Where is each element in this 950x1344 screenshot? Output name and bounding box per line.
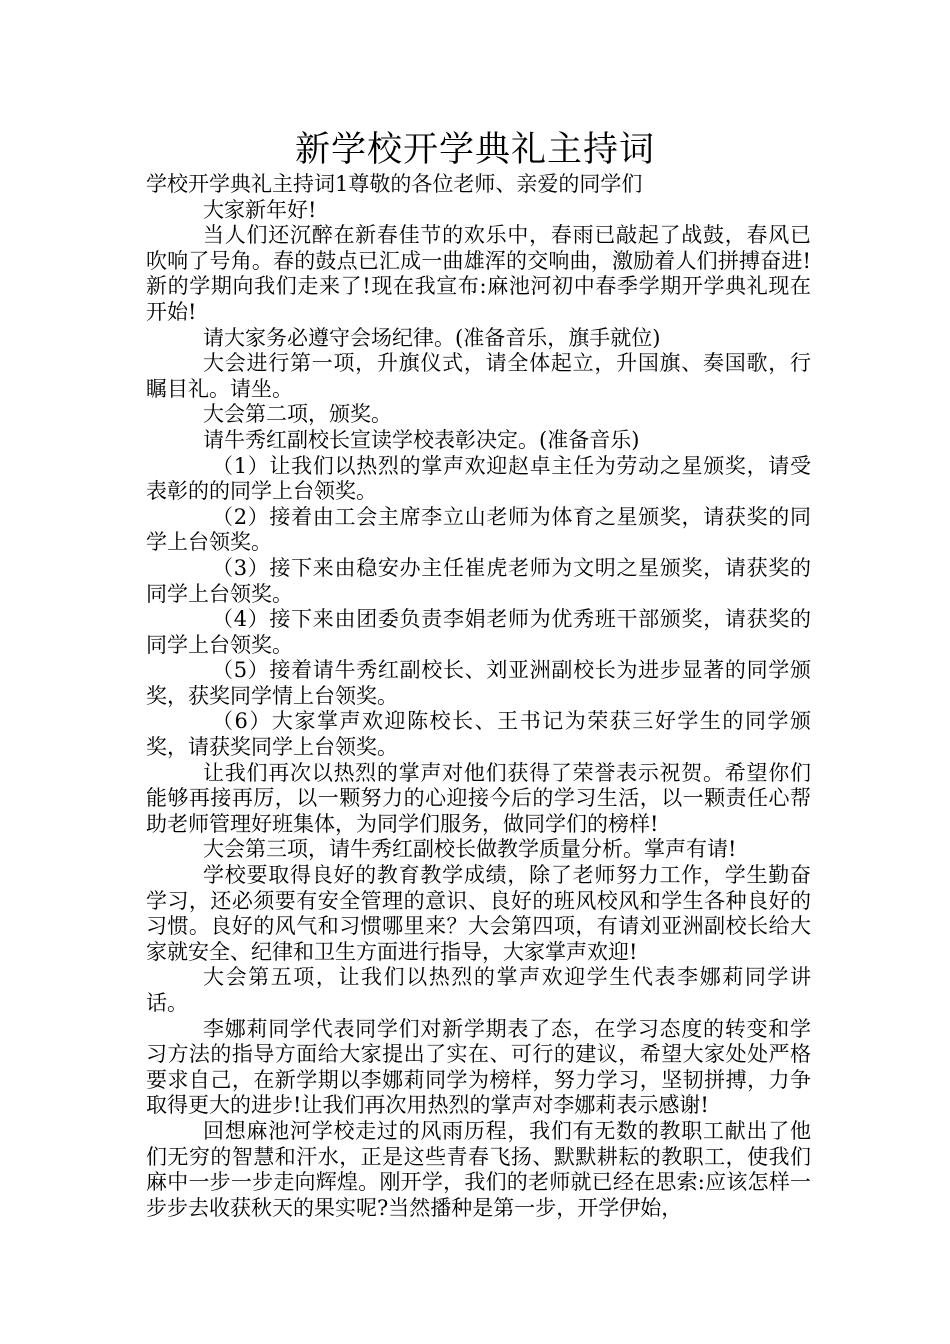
paragraph: 学校要取得良好的教育教学成绩，除了老师努力工作，学生勤奋学习，还必须要有安全管理的意识、良好的班风校风和学生各种良好的习惯。良好的风气和习惯哪里来？大会第四项，有请刘亚洲副校长给大家就安全、纪律和卫生方面进行指导，大家掌声欢迎! [146, 863, 811, 964]
paragraph: 请大家务必遵守会场纪律。(准备音乐，旗手就位) [203, 325, 661, 350]
paragraph: 回想麻池河学校走过的风雨历程，我们有无数的教职工献出了他们无穷的智慧和汗水，正是这些青春飞扬、默默耕耘的教职工，使我们麻中一步一步走向辉煌。刚开学，我们的老师就已经在思索:应该怎样一步步去收获秋天的果实呢?当然播种是第一步，开学伊始， [146, 1118, 811, 1220]
list-item: （6）大家掌声欢迎陈校长、王书记为荣获三好学生的同学颁奖，请获奖同学上台领奖。 [146, 709, 811, 760]
list-item: （5）接着请牛秀红副校长、刘亚洲副校长为进步显著的同学颁奖，获奖同学情上台领奖。 [146, 658, 811, 708]
paragraph: 大会进行第一项，升旗仪式，请全体起立，升国旗、奏国歌，行瞩目礼。请坐。 [146, 351, 811, 401]
paragraph: 大家新年好! [203, 197, 317, 222]
paragraph: 让我们再次以热烈的掌声对他们获得了荣誉表示祝贺。希望你们能够再接再厉，以一颗努力的心迎接今后的学习生活，以一颗责任心帮助老师管理好班集体，为同学们服务，做同学们的榜样! [146, 760, 811, 836]
paragraph: 大会第二项，颁奖。 [203, 402, 392, 427]
paragraph: 大会第三项，请牛秀红副校长做教学质量分析。掌声有请! [203, 837, 737, 862]
document-title: 新学校开学典礼主持词 [294, 130, 655, 170]
opening-line: 学校开学典礼主持词1尊敬的各位老师、亲爱的同学们 [146, 172, 643, 196]
paragraph: 大会第五项，让我们以热烈的掌声欢迎学生代表李娜莉同学讲话。 [146, 965, 811, 1015]
document-body [146, 172, 811, 1221]
list-item: （3）接下来由稳安办主任崔虎老师为文明之星颁奖，请获奖的同学上台领奖。 [146, 555, 811, 606]
list-item: （1）让我们以热烈的掌声欢迎赵卓主任为劳动之星颁奖，请受表彰的的同学上台领奖。 [146, 453, 811, 504]
list-item: （4）接下来由团委负责李娟老师为优秀班干部颁奖，请获奖的同学上台领奖。 [146, 607, 811, 657]
paragraph: 李娜莉同学代表同学们对新学期表了态，在学习态度的转变和学习方法的指导方面给大家提出了实在、可行的建议，希望大家处处严格要求自己，在新学期以李娜莉同学为榜样，努力学习，坚韧拼搏，力争取得更大的进步!让我们再次用热烈的掌声对李娜莉表示感谢! [146, 1016, 811, 1118]
list-item: （2）接着由工会主席李立山老师为体育之星颁奖，请获奖的同学上台领奖。 [146, 504, 811, 555]
paragraph: 请牛秀红副校长宣读学校表彰决定。(准备音乐) [203, 427, 640, 452]
paragraph: 当人们还沉醉在新春佳节的欢乐中，春雨已敲起了战鼓，春风已吹响了号角。春的鼓点已汇成一曲雄浑的交响曲，激励着人们拼搏奋进!新的学期向我们走来了!现在我宣布:麻池河初中春季学期开学典礼现在开始! [146, 223, 811, 324]
